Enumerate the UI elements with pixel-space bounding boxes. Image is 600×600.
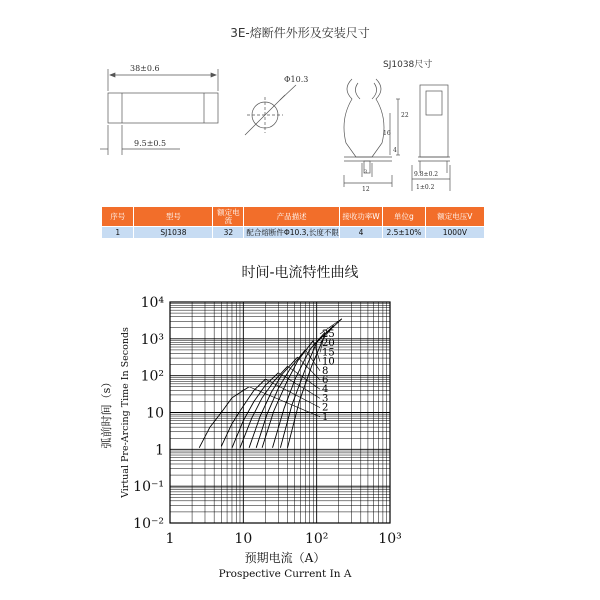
spec-header-cell: 产品描述	[244, 207, 340, 227]
x-axis-label-cn: 预期电流（A）	[244, 551, 326, 565]
dimension-drawing	[100, 55, 500, 195]
y-tick-label: 10³	[140, 331, 164, 348]
sj-size-label: SJ1038尺寸	[383, 60, 433, 70]
spec-header-cell: 序号	[102, 207, 134, 227]
y-axis-label-en: Virtual Pre-Arcing Time In Seconds	[120, 327, 131, 498]
x-tick-label: 10²	[304, 531, 329, 547]
curve-label-1: 1	[322, 411, 329, 423]
spec-cell: 4	[339, 227, 382, 239]
spec-header-cell: 额定电流	[213, 207, 244, 227]
table-row	[102, 227, 485, 239]
clip-spacing-dim: 3	[364, 169, 368, 175]
x-tick-label: 1	[165, 531, 175, 547]
clip-inner-dim: 16	[383, 130, 391, 137]
curve-label-4: 4	[322, 384, 329, 396]
curve-label-8: 8	[322, 365, 329, 377]
fuse-cap-dim: 9.5±0.5	[134, 139, 167, 148]
spec-header-cell: 接收功率W	[339, 207, 382, 227]
curve-6	[249, 357, 298, 448]
time-current-chart	[0, 285, 600, 600]
y-tick-label: 10⁻²	[133, 516, 164, 532]
y-tick-label: 10	[146, 405, 164, 422]
curve-4	[240, 366, 288, 448]
clip-outline	[344, 79, 384, 157]
side-width-dim-b: 1±0.2	[416, 184, 435, 191]
spec-cell: 32	[213, 227, 244, 239]
clip-pin-dim: 4	[393, 147, 397, 154]
x-tick-label: 10³	[378, 531, 402, 547]
spec-table	[101, 206, 485, 239]
side-width-dim-a: 9.8±0.2	[414, 171, 439, 178]
spec-cell: 2.5±10%	[383, 227, 426, 239]
y-tick-label: 1	[155, 442, 164, 459]
spec-cell: 1	[102, 227, 134, 239]
y-tick-label: 10²	[140, 368, 164, 385]
x-tick-label: 10	[234, 531, 253, 547]
x-axis-label-en: Prospective Current In A	[218, 568, 352, 580]
curve-group	[199, 319, 342, 448]
spec-cell: 1000V	[425, 227, 484, 239]
curve-leader-3	[278, 373, 320, 399]
curve-label-6: 6	[322, 375, 329, 386]
curve-1	[199, 387, 249, 448]
y-tick-label: 10⁻¹	[133, 479, 164, 496]
curve-labels	[249, 319, 342, 423]
y-axis-label-cn: 弧前时间（s）	[100, 376, 113, 449]
clip-base-dim: 12	[362, 186, 370, 193]
tick-labels	[133, 295, 402, 547]
curve-label-25: 25	[322, 329, 335, 340]
spec-cell: SJ1038	[134, 227, 213, 239]
spec-header-cell: 额定电压V	[425, 207, 484, 227]
spec-header-cell: 单位g	[383, 207, 426, 227]
spec-cell: 配合熔断件Φ10.3,长度不限	[244, 227, 340, 239]
clip-height-dim: 22	[401, 112, 409, 119]
chart-title: 时间-电流特性曲线	[241, 265, 359, 281]
curve-label-20: 20	[322, 338, 335, 350]
diameter-dim: Φ10.3	[284, 75, 309, 84]
fuse-body-outline	[108, 93, 218, 123]
fuse-length-dim: 38±0.6	[130, 64, 160, 73]
spec-table-header-row	[102, 207, 485, 227]
chart-grid	[170, 302, 390, 523]
curve-label-2: 2	[322, 402, 329, 414]
spec-header-cell: 型号	[134, 207, 213, 227]
curve-label-10: 10	[322, 356, 335, 368]
y-tick-label: 10⁴	[140, 295, 164, 311]
curve-label-3: 3	[322, 393, 329, 405]
curve-label-15: 15	[322, 347, 335, 359]
page-title: 3E-熔断件外形及安装尺寸	[230, 26, 370, 40]
